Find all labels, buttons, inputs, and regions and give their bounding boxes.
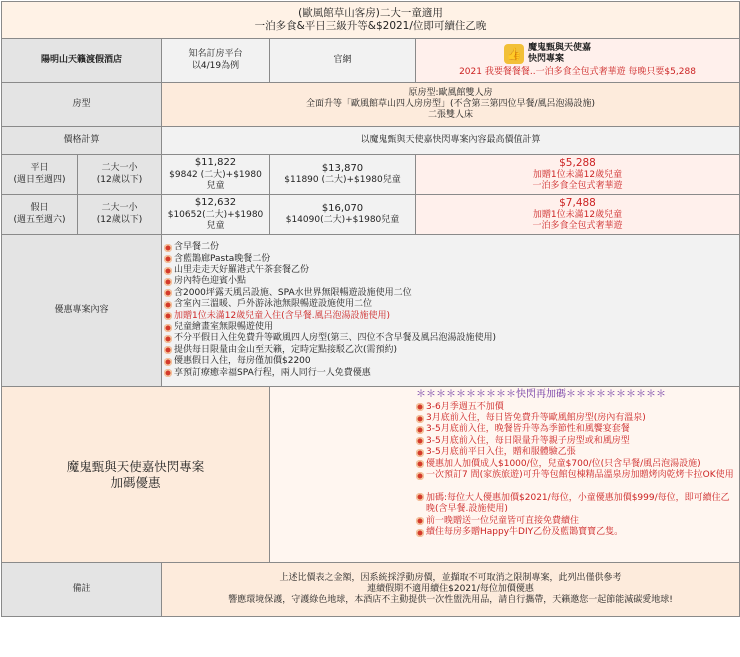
bonus-item — [416, 424, 737, 435]
weekday-official — [270, 155, 416, 195]
feature-item — [164, 345, 737, 356]
bonus-text: 加碼:每位大人優惠加價$2021/每位，小童優惠加價$999/每位，即可續住乙晚(含早餐.設施使用) — [426, 493, 730, 515]
features-list — [162, 235, 740, 387]
feature-text: 不分平假日入住免費升等歐風四人房型(第三、四位不含早餐及風呂泡湯設施使用) — [174, 333, 497, 344]
feature-item — [164, 333, 737, 344]
holiday-label — [2, 195, 78, 235]
page-title — [2, 2, 740, 39]
notes-row — [2, 563, 740, 617]
special-line1: 魔鬼甄與天使嘉 — [527, 42, 591, 53]
bonus-item — [416, 447, 737, 458]
bullet-icon — [416, 529, 424, 537]
features-row — [2, 235, 740, 387]
room-line1: 原房型:歐風館雙人房 — [408, 87, 493, 98]
weekday-kid1: 二大一小 — [101, 163, 138, 174]
special-line2: 快閃專案 — [527, 53, 564, 64]
room-line3: 二張雙人床 — [427, 110, 473, 121]
holiday-special-line1: 加贈1位未滿12歲兒童 — [532, 209, 623, 220]
bonus-text: 優惠加人加價成人$1000/位，兒童$700/位(只含早餐/風呂泡湯設施) — [426, 458, 701, 469]
bonus-text: 3-5月底前平日入住，贈和服體驗乙張 — [426, 447, 576, 458]
bonus-row — [2, 387, 740, 563]
feature-item — [164, 299, 737, 310]
bonus-label-line1: 魔鬼甄與天使嘉快閃專案 — [66, 458, 205, 474]
weekday-label2: (週日至週四) — [13, 174, 66, 185]
bullet-icon — [164, 278, 172, 286]
title-row — [2, 2, 740, 39]
weekday-label — [2, 155, 78, 195]
weekday-official-price: $13,870 — [321, 162, 364, 174]
pricing-row — [2, 127, 740, 155]
feature-text: 含早餐二份 — [174, 242, 220, 253]
holiday-kid1: 二大一小 — [101, 203, 138, 214]
column-header-row — [2, 39, 740, 83]
room-label: 房型 — [2, 83, 162, 127]
notes-line3: 響應環境保護，守護綠色地球，本酒店不主動提供一次性盥洗用品，請自行攜帶，天籟邀您一起節能減碳愛地球! — [228, 595, 673, 606]
feature-text: 房內特色迎賓小點 — [174, 276, 247, 287]
bullet-icon — [164, 289, 172, 297]
bonus-text: 一次預訂7 間(家族旅遊)可升等包館包棟精品溫泉房加贈烤肉乾烤卡拉OK使用 — [426, 469, 734, 480]
holiday-official-detail: $14090(二大)+$1980兒童 — [285, 215, 400, 226]
holiday-label1: 假日 — [30, 203, 49, 214]
bullet-icon — [164, 267, 172, 275]
holiday-platform-detail: $10652(二大)+$1980兒童 — [167, 209, 264, 231]
bullet-icon — [416, 415, 424, 423]
hotel-name-text: 陽明山天籟渡假酒店 — [40, 54, 122, 65]
platform-line2: 以4/19為例 — [191, 60, 240, 71]
feature-item — [164, 356, 737, 367]
bullet-icon — [164, 312, 172, 320]
bullet-icon — [164, 324, 172, 332]
room-row — [2, 83, 740, 127]
weekday-platform-detail: $9842 (二大)+$1980兒童 — [169, 169, 262, 191]
comparison-table — [1, 1, 740, 617]
bonus-item — [416, 402, 737, 413]
bullet-icon — [164, 244, 172, 252]
bonus-text: 前一晚贈送一位兒童皆可直接免費續住 — [426, 515, 580, 526]
holiday-special-price: $7,488 — [559, 196, 596, 209]
weekday-label1: 平日 — [30, 163, 49, 174]
feature-text: 含室內三溫暖、戶外游泳池無限暢遊設施使用二位 — [174, 299, 373, 310]
bullet-icon — [416, 437, 424, 445]
bonus-title: ＊＊＊＊＊＊＊＊＊＊快閃再加碼＊＊＊＊＊＊＊＊＊＊ — [416, 389, 666, 400]
feature-text: 含藍鵲廊Pasta晚餐二份 — [174, 253, 271, 264]
holiday-special-line2: 一泊多食全包式奢華遊 — [532, 221, 623, 232]
holiday-kid2: (12歲以下) — [96, 214, 143, 225]
official-header: 官網 — [270, 39, 416, 83]
holiday-label2: (週五至週六) — [13, 214, 66, 225]
bonus-text: 3-5月底前入住，晚餐皆升等為季節性和風饗宴套餐 — [426, 424, 630, 435]
bonus-text: 3月底前入住，每日皆免費升等歐風館房型(房內有溫泉) — [426, 412, 646, 423]
bullet-icon — [416, 426, 424, 434]
special-header — [416, 39, 740, 83]
hotel-name — [2, 39, 162, 83]
bonus-item — [416, 413, 737, 424]
bullet-icon — [416, 449, 424, 457]
feature-text: 兒童繪畫室無限暢遊使用 — [174, 321, 274, 332]
notes-label: 備註 — [2, 563, 162, 617]
notes-line2: 連續假期不適用續住$2021/每位加價優惠 — [367, 583, 534, 594]
feature-text: 山里走走天好羅港式午茶套餐乙份 — [174, 265, 310, 275]
feature-text: 提供每日限量由金山至天籟，定時定點接駁乙次(需預約) — [174, 344, 398, 355]
room-line2: 全面升等「歐風館草山四人房房型」(不含第三第四位早餐/風呂泡湯設施) — [305, 98, 596, 109]
holiday-platform — [162, 195, 270, 235]
bonus-text: 續住每房多贈Happy牛DIY乙份及藍鵲寶寶乙隻。 — [426, 527, 624, 538]
feature-item — [164, 367, 737, 378]
title-line2: 一泊多食&平日三級升等&$2021/位即可續住乙晚 — [254, 20, 487, 32]
bonus-item — [416, 458, 737, 469]
weekday-special-line1: 加贈1位未滿12歲兒童 — [532, 169, 623, 180]
feature-text: 含2000坪露天風呂設施、SPA水世界無限暢遊設施使用二位 — [174, 287, 412, 298]
feature-item — [164, 254, 737, 265]
bullet-icon — [416, 472, 424, 480]
bonus-content — [270, 387, 740, 563]
bonus-item — [416, 436, 737, 447]
feature-text: 享預訂療癒幸福SPA行程，兩人同行一人免費優惠 — [174, 367, 371, 378]
platform-header — [162, 39, 270, 83]
notes-line1: 上述比價表之金額，因系統採浮動房價，並擷取不可取消之限制專案，此列出僅供參考 — [279, 572, 622, 583]
feature-item — [164, 265, 737, 276]
weekday-row — [2, 155, 740, 195]
feature-item — [164, 311, 737, 322]
bullet-icon — [164, 301, 172, 309]
bonus-label — [2, 387, 270, 563]
feature-item — [164, 288, 737, 299]
bullet-icon — [416, 403, 424, 411]
room-desc — [162, 83, 740, 127]
weekday-special-price: $5,288 — [559, 156, 596, 169]
pricing-label: 價格計算 — [2, 127, 162, 155]
pricing-comparison-sheet — [1, 1, 739, 655]
holiday-kid — [78, 195, 162, 235]
thumbs-up-icon: 👍 — [504, 44, 524, 64]
bullet-icon — [416, 517, 424, 525]
feature-item — [164, 242, 737, 253]
bullet-icon — [164, 358, 172, 366]
bullet-icon — [164, 335, 172, 343]
holiday-special — [416, 195, 740, 235]
feature-item — [164, 276, 737, 287]
bullet-icon — [164, 255, 172, 263]
bonus-item — [416, 493, 737, 516]
bonus-item — [416, 516, 737, 527]
holiday-platform-price: $12,632 — [194, 197, 237, 208]
title-line1: (歐風館草山客房)二大一童適用 — [298, 6, 443, 19]
bonus-label-line2: 加碼優惠 — [110, 474, 161, 490]
weekday-official-detail: $11890 (二大)+$1980兒童 — [284, 175, 401, 186]
notes-content — [162, 563, 740, 617]
bonus-text: 3-5月底前入住，每日限量升等親子房型或和風房型 — [426, 435, 630, 446]
platform-line1: 知名訂房平台 — [188, 49, 243, 60]
special-promo: 2021 我要餐餐餐..一泊多食全包式奢華遊 每晚只要$5,288 — [459, 67, 696, 78]
bullet-icon — [416, 493, 424, 501]
feature-item — [164, 322, 737, 333]
weekday-platform — [162, 155, 270, 195]
weekday-kid2: (12歲以下) — [96, 174, 143, 185]
feature-text: 加贈1位未滿12歲兒童入住(含早餐.風呂泡湯設施使用) — [174, 310, 391, 321]
bullet-icon — [164, 346, 172, 354]
holiday-official-price: $16,070 — [321, 202, 364, 214]
holiday-official — [270, 195, 416, 235]
weekday-special-line2: 一泊多食全包式奢華遊 — [532, 181, 623, 192]
weekday-platform-price: $11,822 — [194, 157, 237, 168]
bonus-text: 3-6月季週五不加價 — [426, 401, 504, 412]
weekday-kid — [78, 155, 162, 195]
pricing-text: 以魔鬼甄與天使嘉快閃專案內容最高價值計算 — [162, 127, 740, 155]
holiday-row — [2, 195, 740, 235]
features-label: 優惠專案內容 — [2, 235, 162, 387]
bonus-item — [416, 470, 737, 481]
bonus-item — [416, 527, 737, 538]
bullet-icon — [164, 369, 172, 377]
bullet-icon — [416, 460, 424, 468]
weekday-special — [416, 155, 740, 195]
feature-text: 優惠假日入住，每房僅加價$2200 — [174, 356, 311, 367]
